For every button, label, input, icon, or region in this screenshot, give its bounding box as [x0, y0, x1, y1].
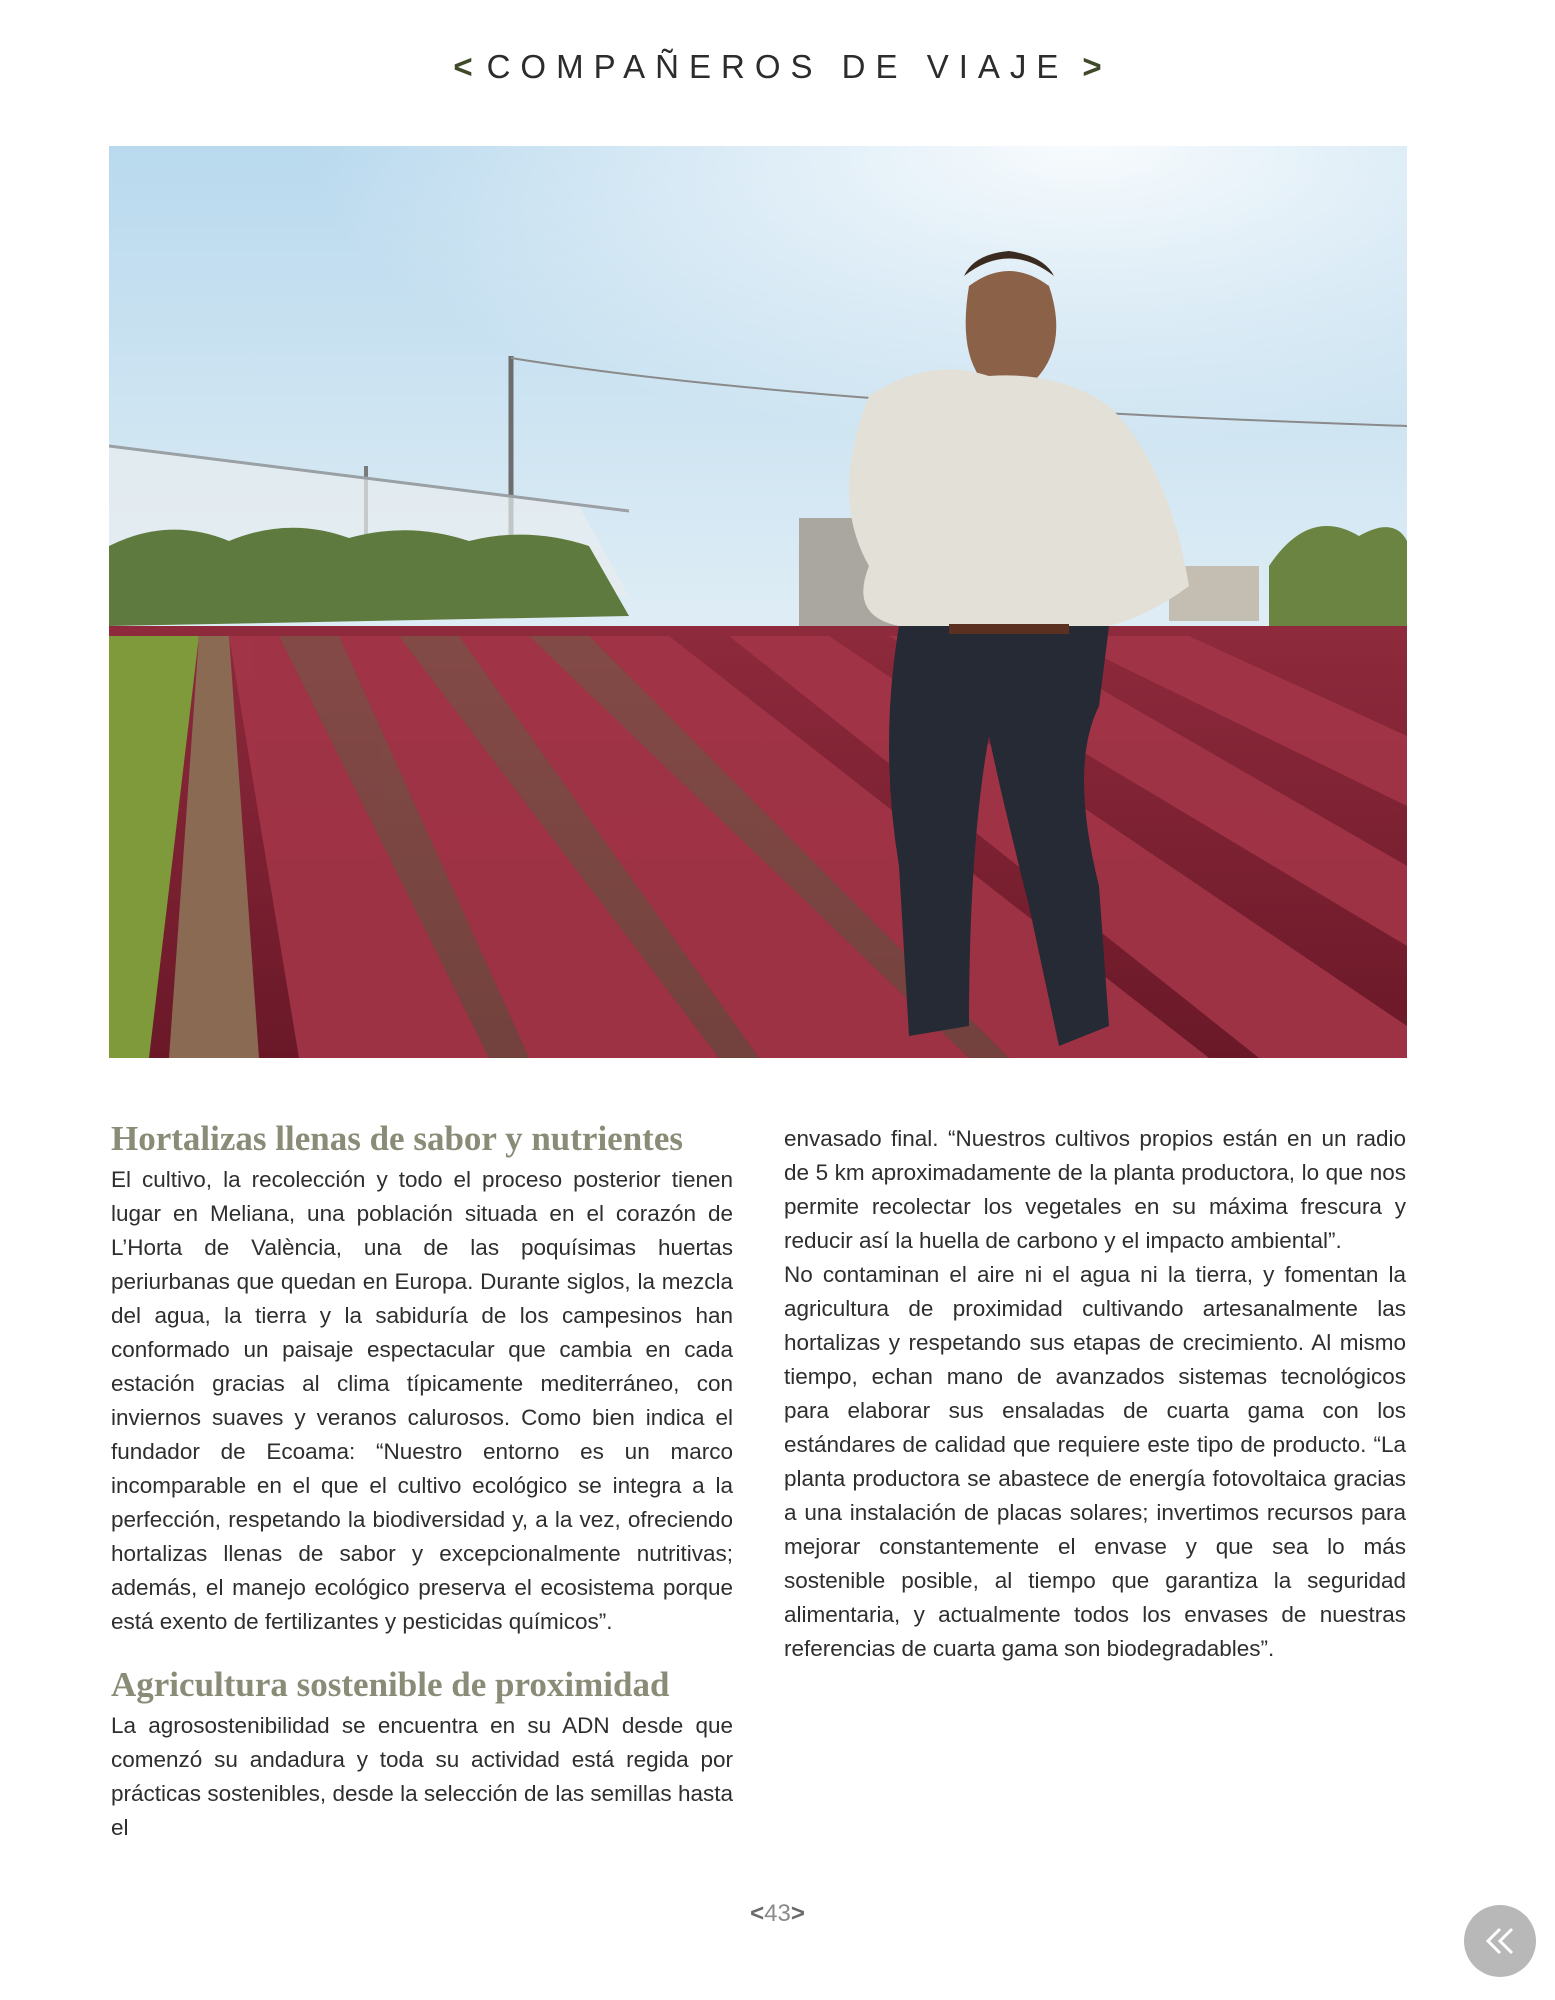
folio-left-bracket: < [750, 1900, 765, 1927]
heading-hortalizas: Hortalizas llenas de sabor y nutrientes [111, 1119, 683, 1158]
left-column [111, 1117, 733, 1845]
paragraph-envasado: envasado final. “Nuestros cultivos propios están en un radio de 5 km aproximadamente de la planta productora, lo que nos permite recolectar los vegetales en su máxima frescura y reducir así la huella de carbono y el impacto ambiental”. [784, 1126, 1406, 1253]
farm-photo-illustration [109, 146, 1407, 1058]
farm-photo [109, 146, 1407, 1058]
header-right-bracket: > [1082, 48, 1102, 85]
paragraph-contaminan: No contaminan el aire ni el agua ni la tierra, y fomentan la agricultura de proximidad cultivando artesanalmente las hortalizas y respetando sus etapas de crecimiento. Al mismo tiempo, echan mano de avanzados sistemas tecnológicos para elaborar sus ensaladas de cuarta gama con los estándares de calidad que requiere este tipo de producto. “La planta productora se abastece de energía fotovoltaica gracias a una instalación de placas solares; invertimos recursos para mejorar constantemente el envase y que sea lo más sostenible posible, al tiempo que garantiza la seguridad alimentaria, y actualmente todos los envases de nuestras referencias de cuarta gama son biodegradables”. [784, 1262, 1406, 1661]
section-header [0, 48, 1555, 86]
right-column [784, 1122, 1406, 1666]
back-navigation-button[interactable] [1464, 1905, 1536, 1977]
page-number [0, 1900, 1555, 1928]
double-chevron-left-icon [1480, 1921, 1520, 1961]
heading-agricultura: Agricultura sostenible de proximidad [111, 1665, 670, 1704]
header-title: COMPAÑEROS DE VIAJE [486, 48, 1069, 85]
paragraph-agricultura: La agrosostenibilidad se encuentra en su ADN desde que comenzó su andadura y toda su actividad está regida por prácticas sostenibles, desde la selección de las semillas hasta el [111, 1713, 733, 1840]
header-left-bracket: < [453, 48, 473, 85]
paragraph-hortalizas: El cultivo, la recolección y todo el proceso posterior tienen lugar en Meliana, una población situada en el corazón de L’Horta de València, una de las poquísimas huertas periurbanas que quedan en Europa. Durante siglos, la mezcla del agua, la tierra y la sabiduría de los campesinos han conformado un paisaje espectacular que cambia en cada estación gracias al clima típicamente mediterráneo, con inviernos suaves y veranos calurosos. Como bien indica el fundador de Ecoama: “Nuestro entorno es un marco incomparable en el que el cultivo ecológico se integra a la perfección, respetando la biodiversidad y, a la vez, ofreciendo hortalizas llenas de sabor y excepcionalmente nutritivas; además, el manejo ecológico preserva el ecosistema porque está exento de fertilizantes y pesticidas químicos”. [111, 1167, 733, 1634]
folio-number: 43 [764, 1900, 791, 1927]
folio-right-bracket: > [790, 1900, 805, 1927]
